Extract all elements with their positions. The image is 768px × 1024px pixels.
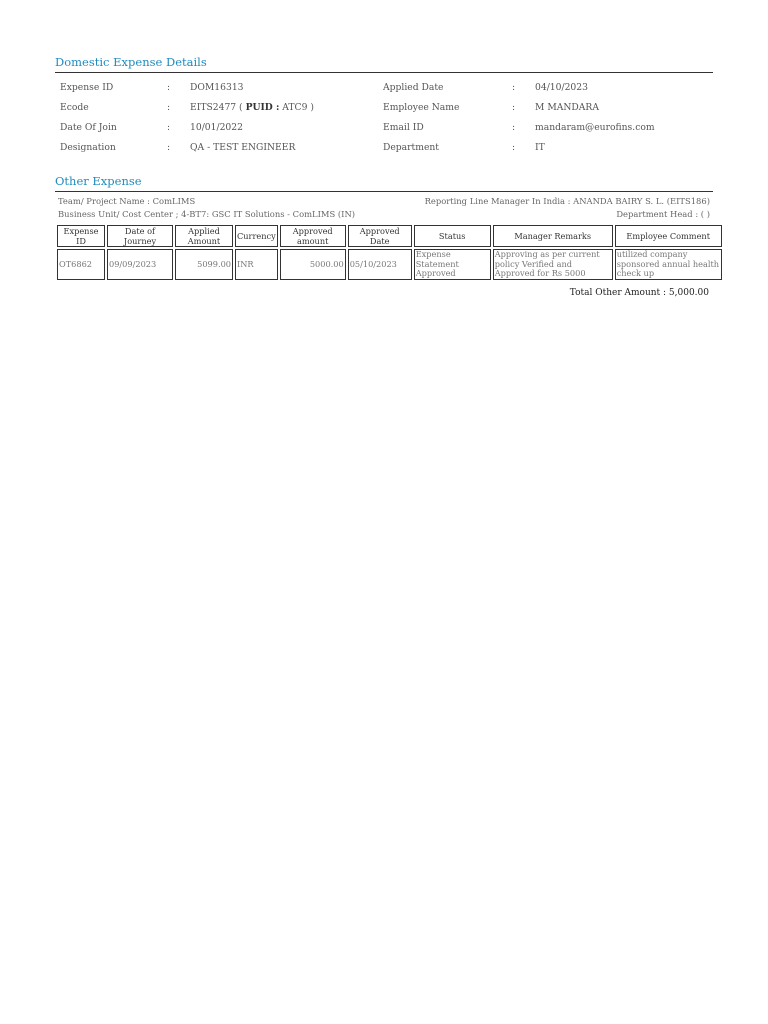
ecode-label: Ecode <box>60 101 89 113</box>
expense-id-label: Expense ID <box>60 81 114 93</box>
employee-name-label: Employee Name <box>383 101 460 113</box>
cell-manager-remarks: Approving as per current policy Verified and Approved for Rs 5000 <box>493 249 613 280</box>
cell-approved-date: 05/10/2023 <box>348 249 412 280</box>
table-row <box>57 249 722 280</box>
date-of-join-label: Date Of Join <box>60 121 117 133</box>
other-divider <box>55 191 713 192</box>
detail-row <box>55 77 713 97</box>
email-id-value: mandaram@eurofins.com <box>535 121 655 133</box>
col-currency: Currency <box>235 225 278 247</box>
meta-row-team <box>58 196 710 208</box>
ecode-text: EITS2477 ( <box>190 101 246 113</box>
col-approved-amount: Approved amount <box>280 225 346 247</box>
cell-status: Expense Statement Approved <box>414 249 491 280</box>
separator: : <box>512 81 516 93</box>
domestic-divider <box>55 72 713 73</box>
cell-date-of-journey: 09/09/2023 <box>107 249 173 280</box>
department-value: IT <box>535 141 545 153</box>
expense-id-value: DOM16313 <box>190 81 244 93</box>
ecode-value <box>185 97 378 117</box>
detail-row <box>55 97 713 117</box>
other-section-title: Other Expense <box>55 174 142 188</box>
puid-label: PUID : <box>245 101 280 113</box>
meta-row-business <box>58 209 710 221</box>
business-unit: Business Unit/ Cost Center ; 4-BT7: GSC IT Solutions - ComLIMS (IN) <box>58 209 356 219</box>
detail-row <box>55 137 713 157</box>
designation-value: QA - TEST ENGINEER <box>190 141 296 153</box>
department-label: Department <box>383 141 440 153</box>
col-status: Status <box>414 225 491 247</box>
separator: : <box>512 121 516 133</box>
col-employee-comment: Employee Comment <box>615 225 722 247</box>
separator: : <box>167 81 171 93</box>
other-expense-table <box>55 223 724 282</box>
col-manager-remarks: Manager Remarks <box>493 225 613 247</box>
puid-value: ATC9 ) <box>279 101 314 113</box>
col-date-of-journey: Date of Journey <box>107 225 173 247</box>
separator: : <box>167 141 171 153</box>
designation-label: Designation <box>60 141 116 153</box>
col-applied-amount: Applied Amount <box>175 225 233 247</box>
separator: : <box>512 101 516 113</box>
cell-expense-id: OT6862 <box>57 249 105 280</box>
cell-employee-comment: utilized company sponsored annual health check up <box>615 249 722 280</box>
table-header-row <box>57 225 722 247</box>
col-approved-date: Approved Date <box>348 225 412 247</box>
applied-date-value: 04/10/2023 <box>535 81 588 93</box>
date-of-join-value: 10/01/2022 <box>190 121 243 133</box>
col-expense-id: Expense ID <box>57 225 105 247</box>
separator: : <box>512 141 516 153</box>
cell-currency: INR <box>235 249 278 280</box>
domestic-section-title: Domestic Expense Details <box>55 55 207 69</box>
separator: : <box>167 121 171 133</box>
total-other-amount: Total Other Amount : 5,000.00 <box>569 288 709 298</box>
cell-approved-amount: 5000.00 <box>280 249 346 280</box>
detail-row <box>55 117 713 137</box>
applied-date-label: Applied Date <box>383 81 444 93</box>
domestic-details-table <box>55 77 713 157</box>
department-head: Department Head : ( ) <box>616 209 710 219</box>
separator: : <box>167 101 171 113</box>
cell-applied-amount: 5099.00 <box>175 249 233 280</box>
reporting-manager: Reporting Line Manager In India : ANANDA BAIRY S. L. (EITS186) <box>424 196 710 206</box>
email-id-label: Email ID <box>383 121 424 133</box>
employee-name-value: M MANDARA <box>535 101 599 113</box>
team-project-name: Team/ Project Name : ComLIMS <box>58 196 196 206</box>
